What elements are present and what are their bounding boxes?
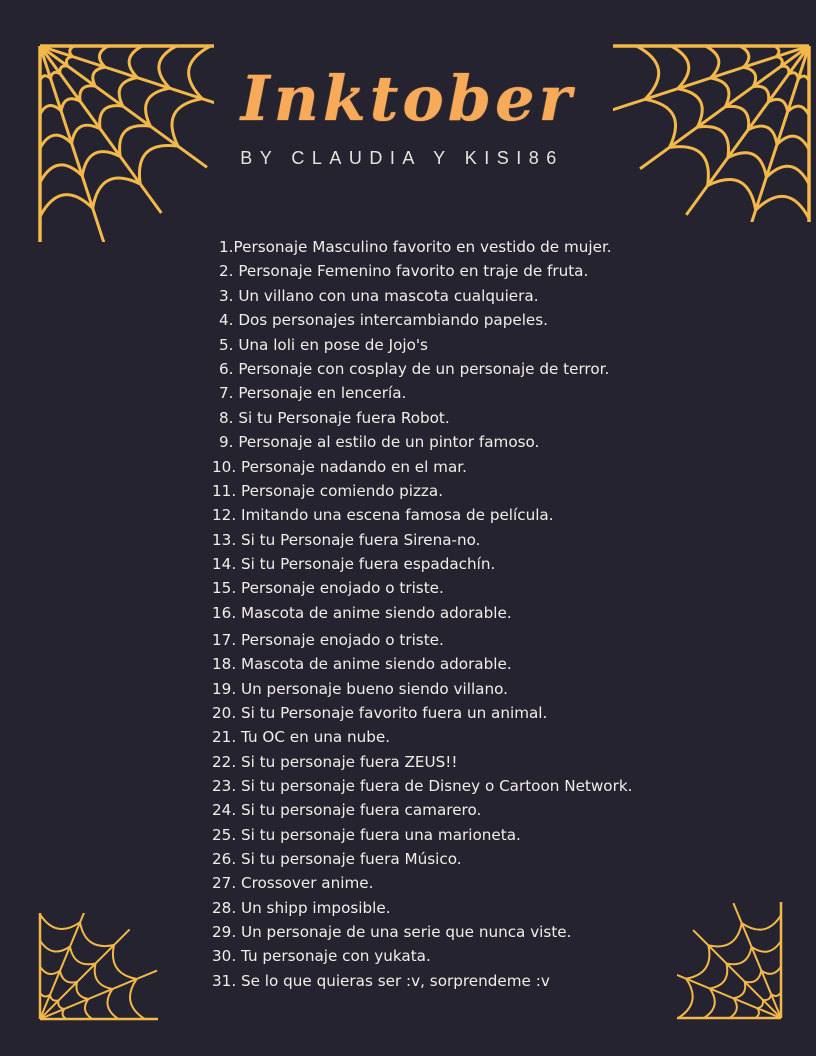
prompt-item: 13. Si tu Personaje fuera Sirena-no. <box>212 531 481 549</box>
prompt-item: 21. Tu OC en una nube. <box>212 728 391 746</box>
spiderweb-bottom-right <box>677 902 783 1020</box>
prompt-item: 1.Personaje Masculino favorito en vestido de mujer. <box>219 238 612 256</box>
prompt-item: 29. Un personaje de una serie que nunca viste. <box>212 923 572 941</box>
prompt-item: 5. Una loli en pose de Jojo's <box>219 336 428 354</box>
page-subtitle: BY CLAUDIA Y KISI86 <box>240 148 564 168</box>
prompt-item: 24. Si tu personaje fuera camarero. <box>212 801 482 819</box>
prompt-item: 28. Un shipp imposible. <box>212 899 391 917</box>
prompt-item: 27. Crossover anime. <box>212 874 374 892</box>
prompt-item: 17. Personaje enojado o triste. <box>212 631 444 649</box>
prompt-item: 19. Un personaje bueno siendo villano. <box>212 680 508 698</box>
prompt-item: 23. Si tu personaje fuera de Disney o Cartoon Network. <box>212 777 633 795</box>
prompt-item: 12. Imitando una escena famosa de película. <box>212 506 554 524</box>
prompt-item: 26. Si tu personaje fuera Músico. <box>212 850 462 868</box>
prompt-item: 11. Personaje comiendo pizza. <box>212 482 444 500</box>
prompt-item: 7. Personaje en lencería. <box>219 384 407 402</box>
prompt-item: 8. Si tu Personaje fuera Robot. <box>219 409 450 427</box>
prompt-item: 16. Mascota de anime siendo adorable. <box>212 604 512 622</box>
prompt-item: 22. Si tu personaje fuera ZEUS!! <box>212 753 458 771</box>
prompt-item: 10. Personaje nadando en el mar. <box>212 458 467 476</box>
prompt-item: 20. Si tu Personaje favorito fuera un animal. <box>212 704 548 722</box>
page-title: Inktober <box>240 62 576 135</box>
prompt-item: 9. Personaje al estilo de un pintor famoso. <box>219 433 540 451</box>
prompt-item: 30. Tu personaje con yukata. <box>212 947 431 965</box>
prompt-item: 3. Un villano con una mascota cualquiera. <box>219 287 539 305</box>
prompt-item: 18. Mascota de anime siendo adorable. <box>212 655 512 673</box>
prompt-item: 31. Se lo que quieras ser :v, sorprendeme :v <box>212 972 550 990</box>
prompt-item: 15. Personaje enojado o triste. <box>212 579 444 597</box>
prompt-item: 25. Si tu personaje fuera una marioneta. <box>212 826 521 844</box>
prompt-item: 2. Personaje Femenino favorito en traje de fruta. <box>219 262 589 280</box>
prompt-item: 14. Si tu Personaje fuera espadachín. <box>212 555 496 573</box>
prompt-item: 6. Personaje con cosplay de un personaje de terror. <box>219 360 610 378</box>
prompt-item: 4. Dos personajes intercambiando papeles. <box>219 311 549 329</box>
spiderweb-bottom-left <box>38 913 158 1021</box>
